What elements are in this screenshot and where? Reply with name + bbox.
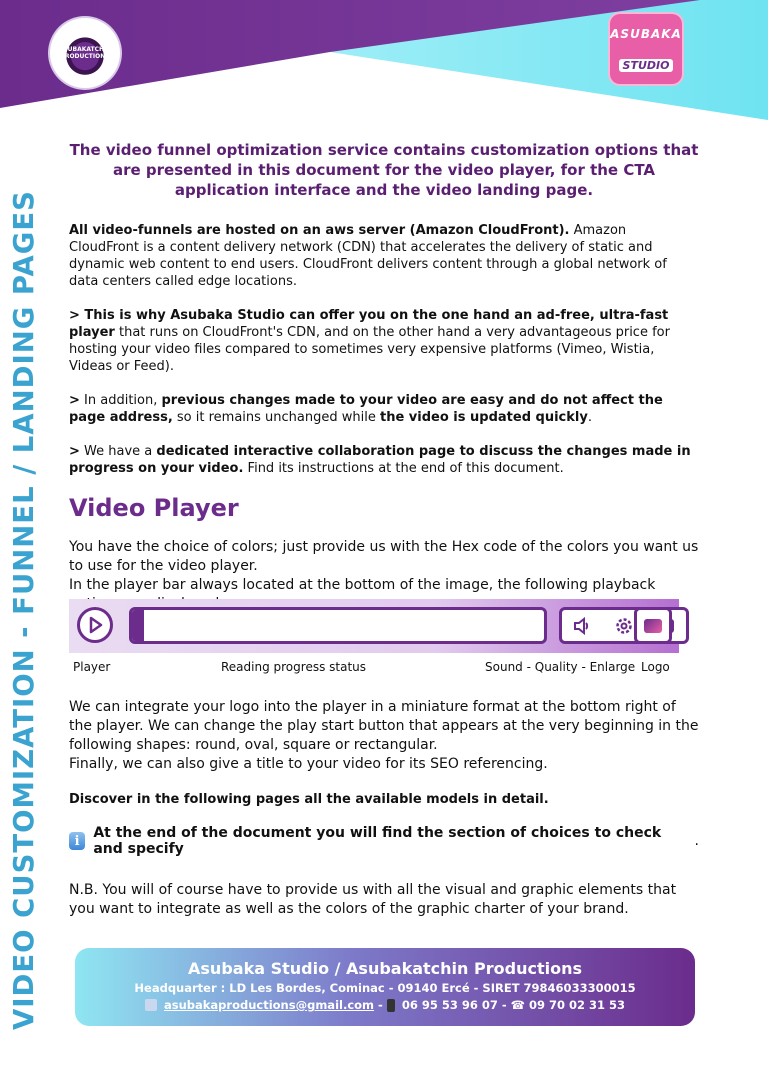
footer-sep-1: - (378, 998, 383, 1012)
footer-title: Asubaka Studio / Asubakatchin Productions (188, 959, 582, 978)
intro-p4-a: We have a (79, 444, 157, 459)
player-logo[interactable] (634, 607, 672, 644)
end-note-dot: . (694, 833, 699, 849)
footer-contact (75, 998, 695, 1012)
asubaka-studio-logo (610, 14, 682, 84)
footer (75, 948, 695, 1026)
asubakatchin-logo-emblem (54, 22, 116, 84)
footer-phone: 09 70 02 31 53 (528, 998, 626, 1012)
asubaka-logo-bottom: STUDIO (619, 59, 674, 72)
footer-mobile: 06 95 53 96 07 (401, 998, 498, 1012)
intro-title: The video funnel optimization service contains customization options that are presented in this document for the video player, for the CTA application interface and the video landing page. (69, 141, 699, 199)
asubakatchin-logo-text: ASUBAKATCHIN PRODUCTIONS (58, 46, 112, 60)
footer-sep-2: - (501, 998, 507, 1012)
intro-p3-b1: previous changes made to your video are easy and do not affect the page address, (69, 393, 663, 425)
end-note-bold: At the end of the document you will find the section of choices to check and specify (93, 825, 662, 857)
label-logo: Logo (641, 660, 670, 674)
video-player-heading: Video Player (69, 494, 239, 522)
footer-email[interactable]: asubakaproductions@gmail.com (163, 998, 375, 1012)
footer-headquarter: Headquarter : LD Les Bordes, Cominac - 09140 Ercé - SIRET 79846033300015 (134, 981, 636, 995)
video-player-p2: In the player bar always located at the bottom of the image, the following playback (69, 577, 656, 593)
intro-p3-c: so it remains unchanged while (172, 410, 380, 425)
player-bar-illustration (69, 599, 679, 653)
asubaka-logo-top: ASUBAKA (610, 26, 682, 41)
lower-p2: Finally, we can also give a title to your video for its SEO referencing. (69, 756, 548, 772)
intro-paragraph-3 (69, 392, 699, 426)
intro-paragraph-2 (69, 307, 699, 375)
intro-paragraph-4 (69, 443, 699, 477)
label-controls: Sound - Quality - Enlarge (485, 660, 636, 674)
info-icon: i (69, 832, 85, 850)
progress-fill (132, 610, 144, 641)
label-player: Player (73, 660, 111, 674)
lower-section (69, 698, 699, 919)
settings-icon[interactable] (614, 616, 634, 636)
label-progress: Reading progress status (221, 660, 367, 674)
logo-icon (644, 619, 662, 633)
progress-bar[interactable] (129, 607, 547, 644)
discover-line: Discover in the following pages all the available models in detail. (69, 792, 549, 807)
intro-p4-gt: > (69, 444, 80, 459)
side-title: VIDEO CUSTOMIZATION - FUNNEL / LANDING PAGES (8, 190, 40, 1030)
intro-p3-a: In addition, (79, 393, 162, 408)
mobile-phone-icon (387, 999, 395, 1012)
intro-p2-bold: > This is why Asubaka Studio can offer you on the one hand an ad-free, ultra-fast player (69, 308, 669, 340)
intro-p3-b2: the video is updated quickly (379, 410, 588, 425)
sound-icon[interactable] (572, 616, 592, 636)
video-player-p1: You have the choice of colors; just provide us with the Hex code of the colors you want us to use for the video player. (69, 539, 699, 574)
intro-section (69, 140, 699, 614)
intro-p3-d: . (587, 410, 592, 425)
email-icon (145, 999, 157, 1011)
intro-p2-text: that runs on CloudFront's CDN, and on the other hand a very advantageous price for hosting your video files compared to sometimes very expensive platforms (Vimeo, Wistia, Videas or Feed). (69, 325, 670, 374)
play-icon (85, 615, 105, 635)
intro-paragraph-1 (69, 222, 699, 290)
end-note (69, 825, 699, 857)
intro-p3-gt: > (69, 393, 80, 408)
lower-p1: We can integrate your logo into the player in a miniature format at the bottom right of the player. We can change the play start button that appears at the very beginning in the following shapes: round, oval, square or rectangular. (69, 699, 699, 753)
asubakatchin-logo (50, 18, 120, 88)
intro-p4-c: Find its instructions at the end of this document. (243, 461, 564, 476)
play-button[interactable] (77, 607, 113, 643)
intro-p1-bold: All video-funnels are hosted on an aws server (Amazon CloudFront). (69, 223, 570, 238)
intro-p1-text: Amazon CloudFront is a content delivery network (CDN) that accelerates the delivery of static and dynamic web content to end users. CloudFront delivers content through a global network of data centers called edge locations. (69, 223, 667, 289)
intro-p4-b: dedicated interactive collaboration page to discuss the changes made in progress on your video. (69, 444, 691, 476)
nb-paragraph: N.B. You will of course have to provide us with all the visual and graphic elements that you want to integrate as well as the colors of the graphic charter of your brand. (69, 882, 677, 917)
telephone-icon: ☎ (510, 998, 525, 1012)
